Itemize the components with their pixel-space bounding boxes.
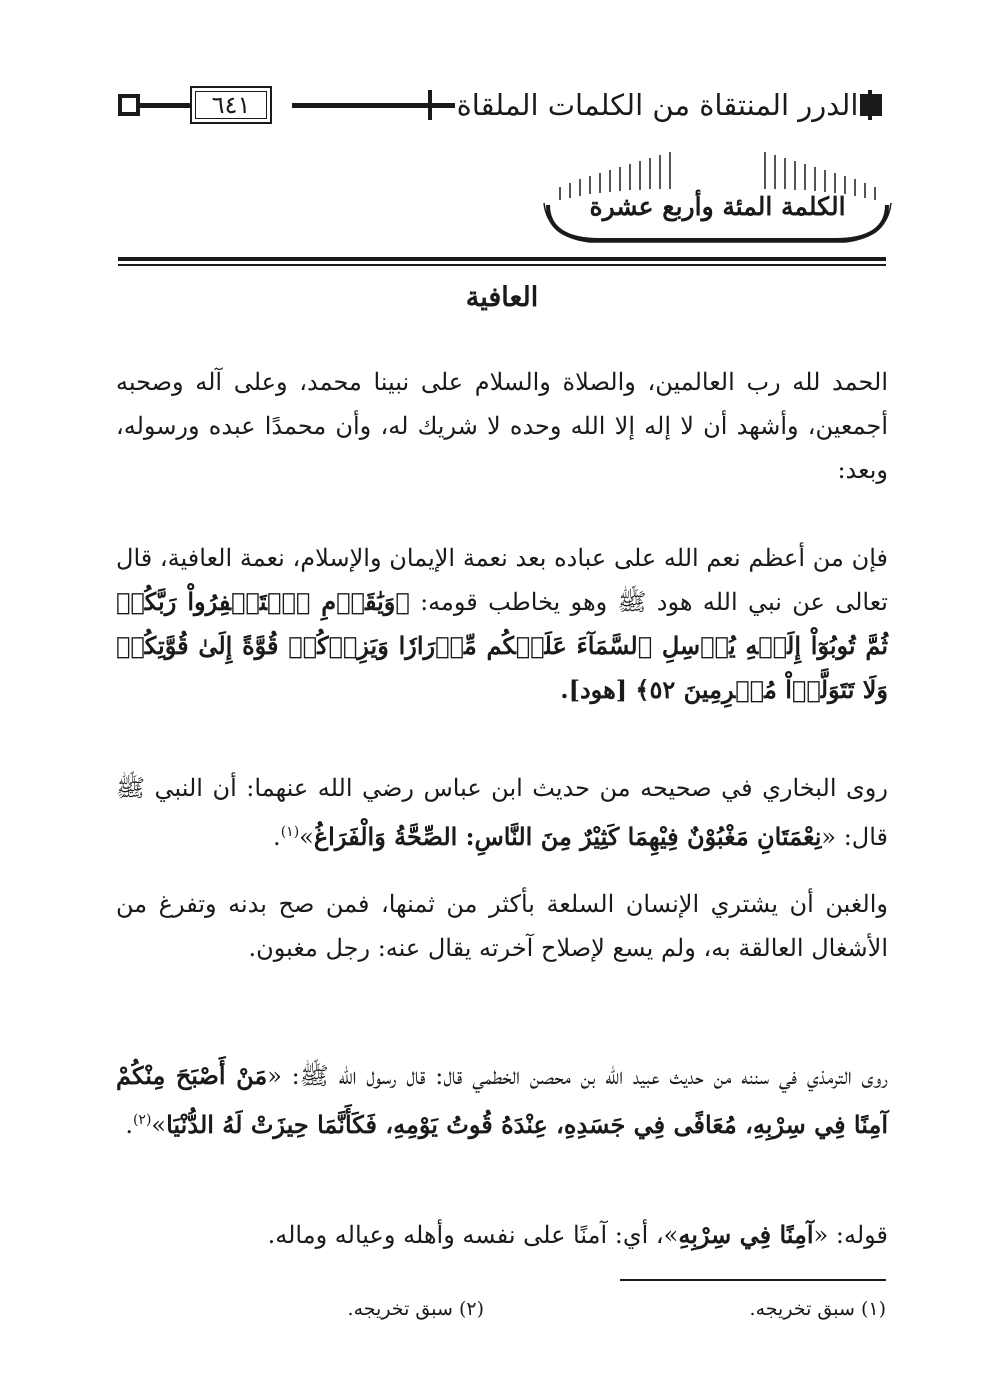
bukhari-intro: روى البخاري في صحيحه من حديث ابن عباس رضي الله عنهما: أن النبي ﷺ قال: « — [116, 774, 888, 851]
footnote-ref-2: (٢) — [132, 1112, 152, 1128]
section-title: العافية — [465, 282, 539, 313]
explanation-prefix: قوله: « — [813, 1221, 888, 1249]
chapter-title: الكلمة المئة وأربع عشرة — [589, 192, 846, 221]
bukhari-close: » — [299, 823, 314, 851]
ghubn-paragraph: والغبن أن يشتري الإنسان السلعة بأكثر من ثمنها، فمن صح بدنه وتفرغ من الأشغال العالقة به، ولم يسع لإصلاح آخرته يقال عنه: رجل مغبون. — [116, 890, 888, 962]
quran-verse: ﴿وَيَٰقَوۡمِ ٱسۡتَغۡفِرُواْ رَبَّكُمۡ ثُمَّ تُوبُوٓاْ إِلَيۡهِ يُرۡسِلِ ٱلسَّمَآءَ عَلَيۡكُم مِّدۡرَارٗا وَيَزِدۡكُمۡ قُوَّةً إِلَىٰ قُوَّتِكُمۡ وَلَا تَتَوَلَّوۡاْ مُجۡرِمِينَ ٥٢﴾ [هود]. — [116, 587, 888, 704]
tirmidhi-intro: روى الترمذي في سننه من حديث عبيد الله بن محصن الخطمي قال: قال رسول الله ﷺ: « — [267, 1062, 889, 1090]
footnote-ref-1: (١) — [280, 824, 300, 840]
tirmidhi-hadith: مَنْ أَصْبَحَ مِنْكُمْ آمِنًا فِي سِرْبِهِ، مُعَافًى فِي جَسَدِهِ، عِنْدَهُ قُوتُ يَوْمِهِ، فَكَأَنَّمَا حِيزَتْ لَهُ الدُّنْيَا — [116, 1061, 888, 1139]
title-rule-thick — [118, 257, 886, 261]
page-number-frame — [190, 86, 272, 124]
header-square-left — [118, 94, 140, 116]
header-bar-tick — [428, 90, 432, 120]
running-title: الدرر المنتقاة من الكلمات الملقاة — [456, 88, 859, 122]
page-number: ٦٤١ — [211, 91, 251, 119]
tirmidhi-paragraph — [116, 1054, 888, 1147]
bukhari-paragraph — [116, 766, 888, 859]
tirmidhi-close: » — [151, 1111, 167, 1139]
blessing-paragraph — [116, 536, 888, 712]
footnote-2: (٢) سبق تخريجه. — [347, 1298, 484, 1320]
explanation-quote: آمِنًا فِي سِرْبِهِ — [678, 1220, 814, 1249]
bukhari-hadith: نِعْمَتَانِ مَغْبُوْنٌ فِيْهِمَا كَثِيْرٌ مِنَ النَّاسِ: الصِّحَّةُ وَالْفَرَاغُ — [313, 822, 822, 851]
title-rule-thin — [118, 264, 886, 266]
header-bar-left — [140, 103, 190, 108]
opening-paragraph: الحمد لله رب العالمين، والصلاة والسلام على نبينا محمد، وعلى آله وصحبه أجمعين، وأشهد أن لا إله إلا الله وحده لا شريك له، وأن محمدًا عبده ورسوله، وبعد: — [116, 368, 888, 484]
bukhari-end: . — [273, 823, 281, 851]
blessing-intro: فإن من أعظم نعم الله على عباده بعد نعمة الإيمان والإسلام، نعمة العافية، قال تعالى عن نبي الله هود ﷺ وهو يخاطب قومه: — [116, 544, 888, 616]
footnote-1: (١) سبق تخريجه. — [749, 1298, 886, 1320]
explanation-paragraph — [116, 1213, 888, 1257]
footnote-separator — [620, 1279, 886, 1281]
tirmidhi-end: . — [125, 1111, 133, 1139]
explanation-suffix: »، أي: آمنًا على نفسه وأهله وعياله وماله. — [267, 1221, 679, 1249]
header-bar-tick — [868, 90, 872, 120]
